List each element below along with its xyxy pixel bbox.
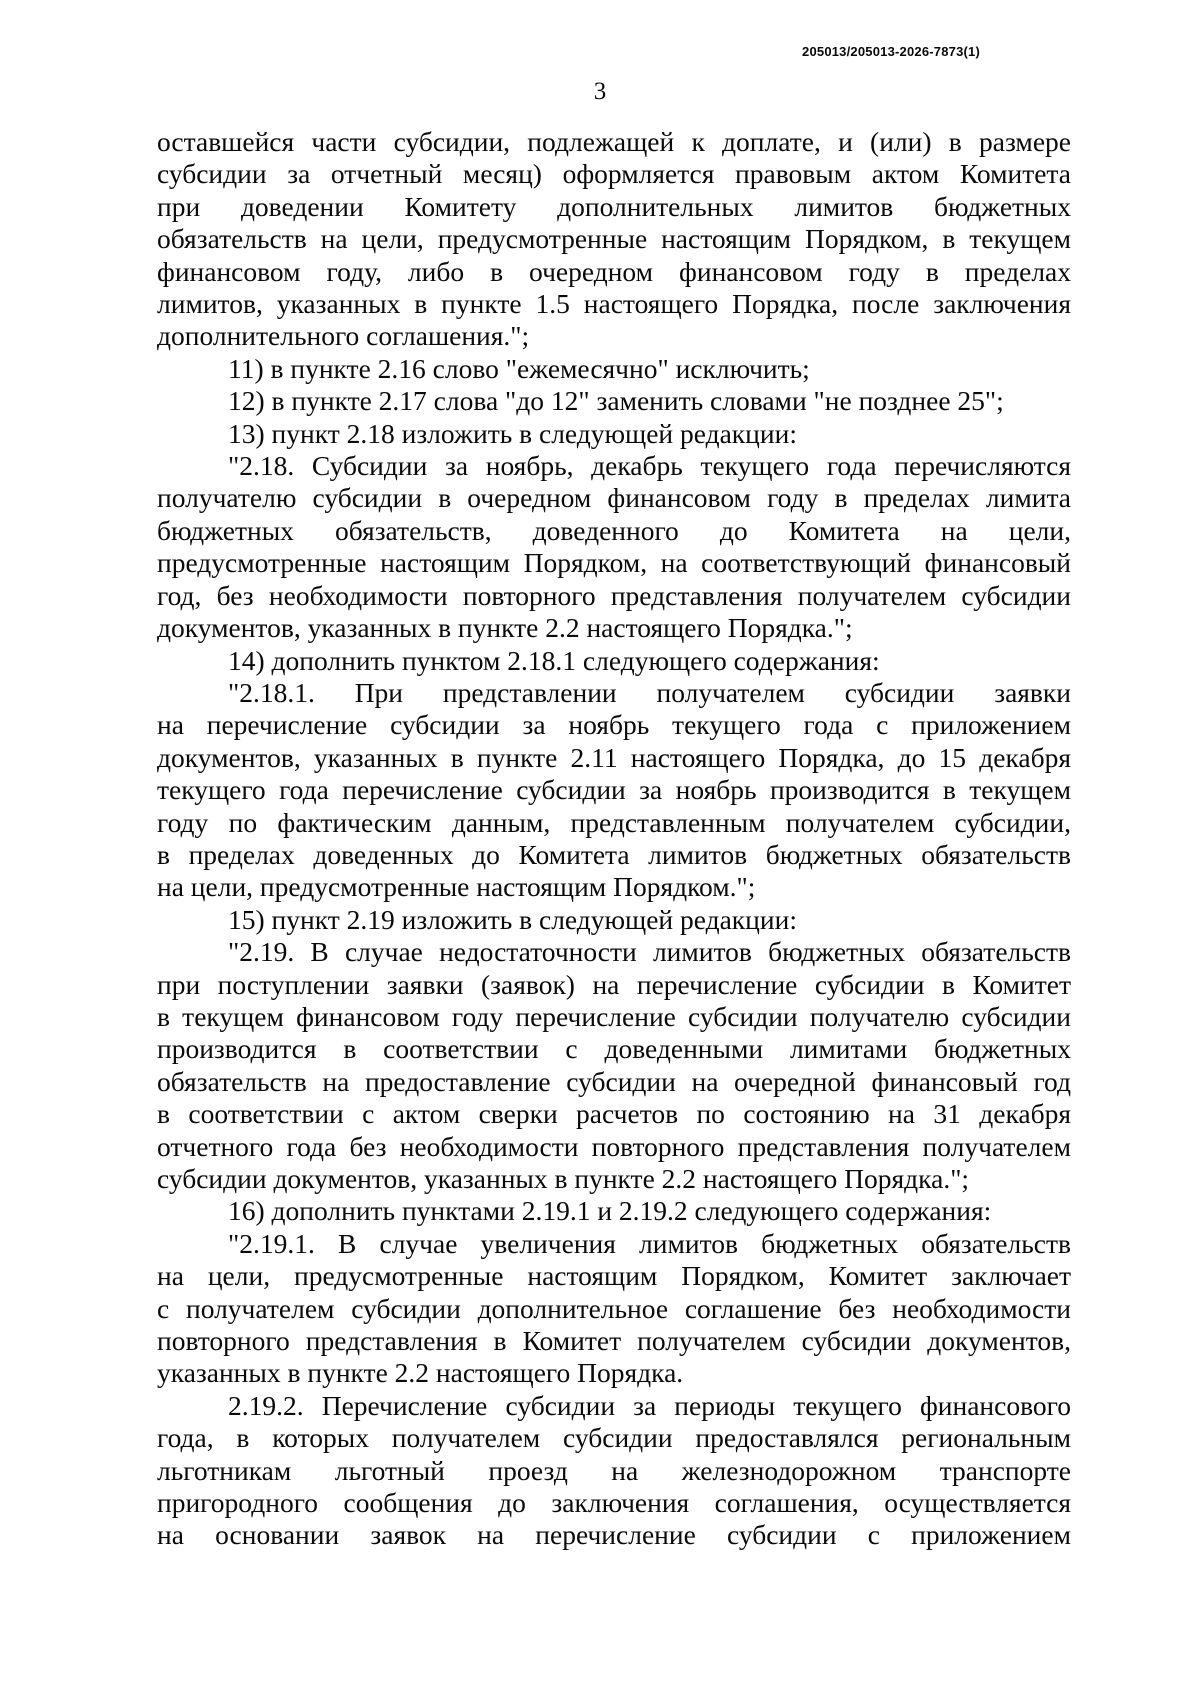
text-line: в пределах доведенных до Комитета лимитов бюджетных обязательств [157, 838, 1071, 870]
text-line: документов, указанных в пункте 2.11 настоящего Порядка, до 15 декабря [157, 741, 1071, 773]
text-line: на цели, предусмотренные настоящим Порядком, Комитет заключает [157, 1260, 1071, 1292]
text-line: субсидии за отчетный месяц) оформляется правовым актом Комитета [157, 158, 1071, 190]
text-line: 11) в пункте 2.16 слово "ежемесячно" исключить; [228, 352, 810, 384]
text-line: на цели, предусмотренные настоящим Порядком."; [157, 871, 756, 903]
text-line: 16) дополнить пунктами 2.19.1 и 2.19.2 следующего содержания: [228, 1195, 992, 1227]
text-line: получателю субсидии в очередном финансовом году в пределах лимита [157, 482, 1071, 514]
text-line: документов, указанных в пункте 2.2 настоящего Порядка."; [157, 612, 853, 644]
text-line: лимитов, указанных в пункте 1.5 настоящего Порядка, после заключения [157, 288, 1071, 320]
text-line: на перечисление субсидии за ноябрь текущего года с приложением [157, 709, 1071, 741]
text-line: 14) дополнить пунктом 2.18.1 следующего содержания: [228, 644, 880, 676]
text-line: на основании заявок на перечисление субсидии с приложением [157, 1519, 1071, 1551]
text-line: год, без необходимости повторного представления получателем субсидии [157, 579, 1071, 611]
text-line: в соответствии с актом сверки расчетов по состоянию на 31 декабря [157, 1098, 1071, 1130]
text-line: года, в которых получателем субсидии предоставлялся региональным [157, 1422, 1071, 1454]
page-number: 3 [593, 78, 607, 105]
text-line: 2.19.2. Перечисление субсидии за периоды текущего финансового [228, 1389, 1071, 1421]
text-line: повторного представления в Комитет получателем субсидии документов, [157, 1325, 1071, 1357]
text-line: "2.19.1. В случае увеличения лимитов бюджетных обязательств [228, 1227, 1071, 1259]
text-line: субсидии документов, указанных в пункте 2.2 настоящего Порядка."; [157, 1163, 970, 1194]
text-line: 15) пункт 2.19 изложить в следующей редакции: [228, 903, 797, 935]
text-line: текущего года перечисление субсидии за ноябрь производится в текущем [157, 774, 1071, 806]
text-line: указанных в пункте 2.2 настоящего Порядка. [157, 1357, 684, 1389]
text-line: с получателем субсидии дополнительное соглашение без необходимости [157, 1292, 1071, 1324]
text-line: отчетного года без необходимости повторного представления получателем [157, 1130, 1071, 1162]
text-line: бюджетных обязательств, доведенного до Комитета на цели, [157, 514, 1071, 546]
document-code: 205013/205013-2026-7873(1) [802, 44, 980, 59]
text-line: финансовом году, либо в очередном финансовом году в пределах [157, 255, 1071, 287]
text-line: обязательств на цели, предусмотренные настоящим Порядком, в текущем [157, 223, 1071, 255]
text-line: при доведении Комитету дополнительных лимитов бюджетных [157, 190, 1071, 222]
text-line: дополнительного соглашения."; [157, 320, 530, 352]
text-line: "2.19. В случае недостаточности лимитов бюджетных обязательств [228, 936, 1071, 968]
text-line: "2.18. Субсидии за ноябрь, декабрь текущего года перечисляются [228, 450, 1071, 482]
text-line: "2.18.1. При представлении получателем субсидии заявки [228, 676, 1071, 708]
text-line: пригородного сообщения до заключения соглашения, осуществляется [157, 1487, 1071, 1519]
text-line: обязательств на предоставление субсидии на очередной финансовый год [157, 1065, 1071, 1097]
text-line: году по фактическим данным, представленным получателем субсидии, [157, 806, 1071, 838]
text-line: производится в соответствии с доведенными лимитами бюджетных [157, 1033, 1071, 1065]
text-line: при поступлении заявки (заявок) на перечисление субсидии в Комитет [157, 968, 1071, 1000]
text-line: 13) пункт 2.18 изложить в следующей редакции: [228, 417, 797, 449]
text-line: оставшейся части субсидии, подлежащей к доплате, и (или) в размере [157, 126, 1071, 157]
text-line: льготникам льготный проезд на железнодорожном транспорте [157, 1454, 1071, 1486]
text-line: предусмотренные настоящим Порядком, на соответствующий финансовый [157, 547, 1071, 579]
document-body [157, 126, 1071, 1552]
text-line: в текущем финансовом году перечисление субсидии получателю субсидии [157, 1000, 1071, 1032]
text-line: 12) в пункте 2.17 слова "до 12" заменить словами "не позднее 25"; [228, 385, 1004, 417]
